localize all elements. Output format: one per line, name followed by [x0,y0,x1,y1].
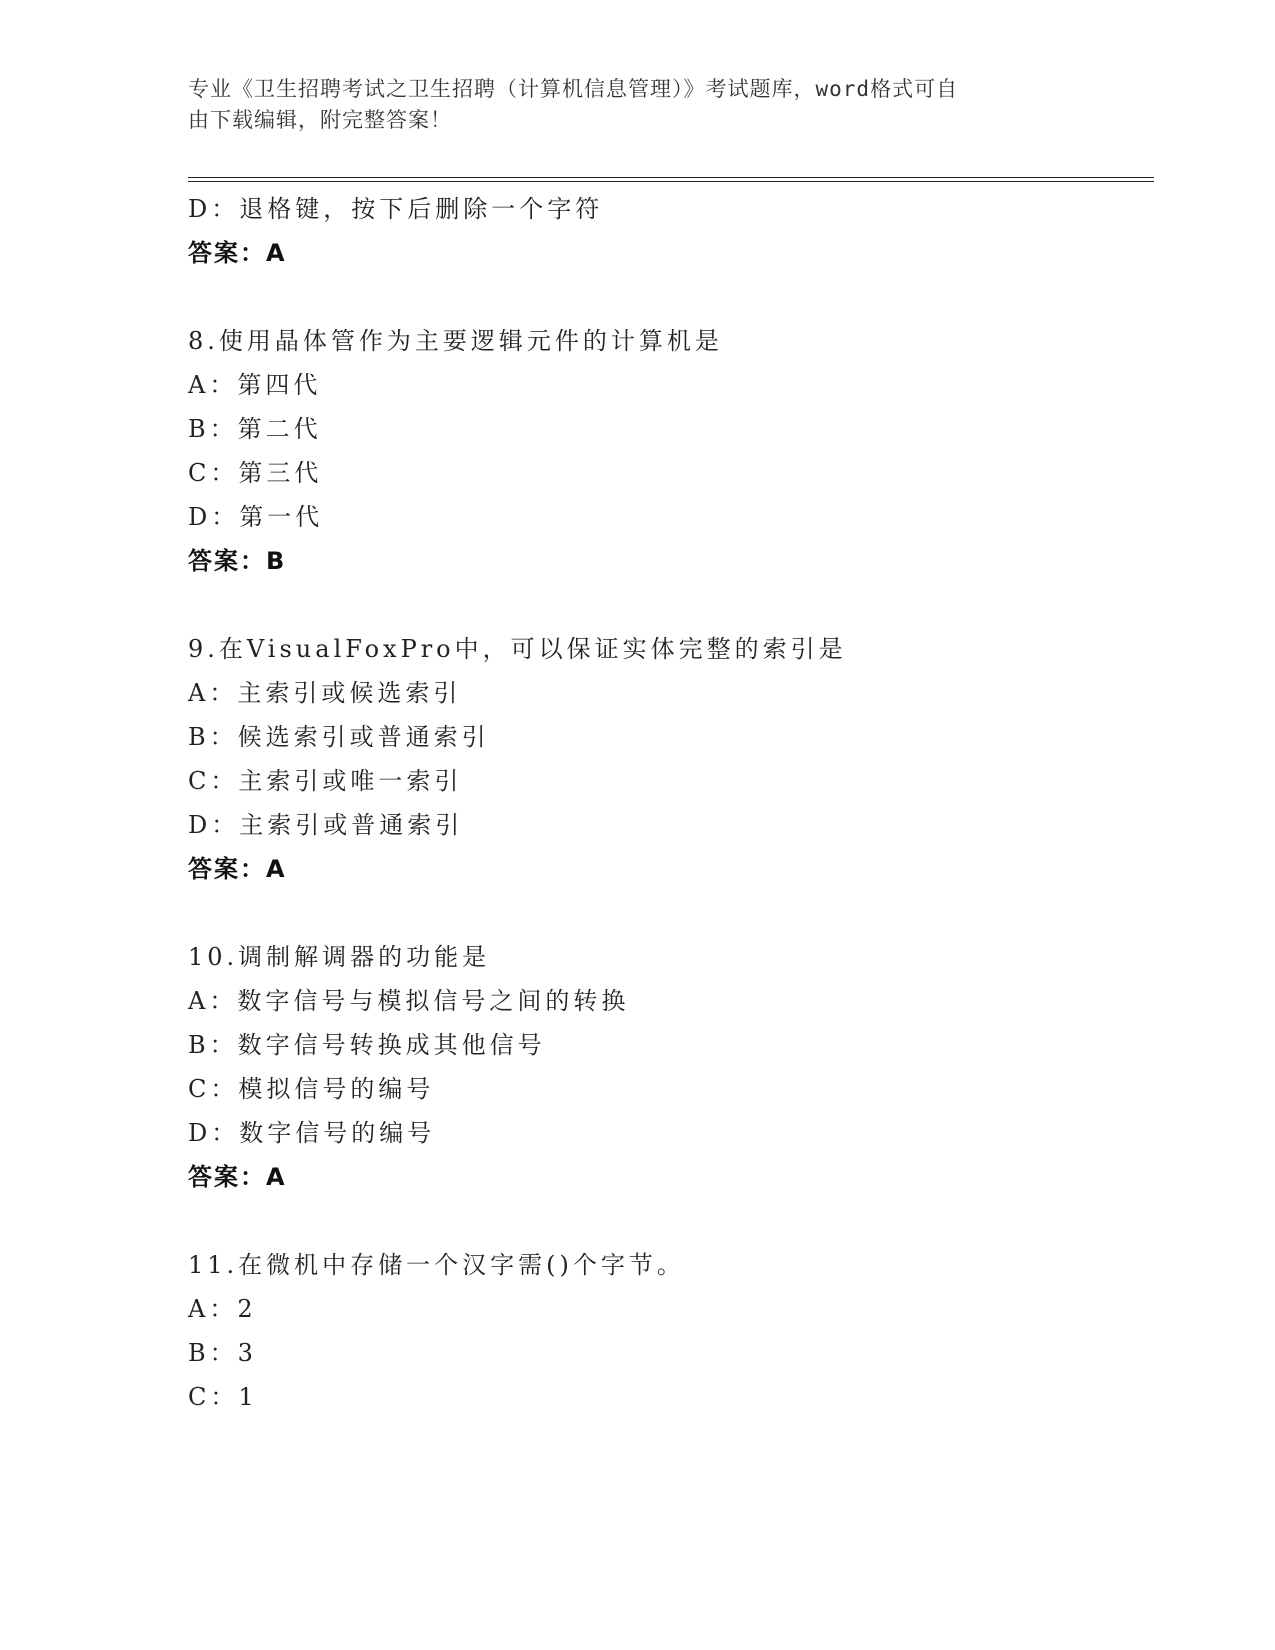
question-8-option-a: A：第四代 [188,371,322,399]
question-10-option-c: C：模拟信号的编号 [188,1075,435,1103]
question-9-option-d: D：主索引或普通索引 [188,811,464,839]
question-10-answer: 答案：A [188,1163,287,1191]
question-8-option-b: B：第二代 [188,415,322,443]
question-9-option-a: A：主索引或候选索引 [188,679,462,707]
question-11-option-a: A：2 [188,1295,257,1323]
question-9-stem: 9.在VisualFoxPro中，可以保证实体完整的索引是 [188,635,847,663]
question-8-option-d: D：第一代 [188,503,324,531]
header-divider-bottom [188,181,1154,182]
question-8-stem: 8.使用晶体管作为主要逻辑元件的计算机是 [188,327,723,355]
question-11-stem: 11.在微机中存储一个汉字需()个字节。 [188,1251,685,1279]
question-8-option-c: C：第三代 [188,459,323,487]
question-10-option-a: A：数字信号与模拟信号之间的转换 [188,987,630,1015]
question-11-option-c: C：1 [188,1383,258,1411]
question-9-option-b: B：候选索引或普通索引 [188,723,490,751]
header-line-2: 由下载编辑，附完整答案！ [188,108,452,132]
header-line-1: 专业《卫生招聘考试之卫生招聘（计算机信息管理）》考试题库，word格式可自 [188,77,959,101]
question-9-answer: 答案：A [188,855,287,883]
question-10-option-b: B：数字信号转换成其他信号 [188,1031,546,1059]
question-10-option-d: D：数字信号的编号 [188,1119,436,1147]
question-9-option-c: C：主索引或唯一索引 [188,767,463,795]
question-8-answer: 答案：B [188,547,287,575]
prev-answer: 答案：A [188,239,287,267]
header-divider-top [188,177,1154,178]
question-11-option-b: B：3 [188,1339,257,1367]
document-header [188,74,1068,136]
question-10-stem: 10.调制解调器的功能是 [188,943,491,971]
prev-option-d: D：退格键，按下后删除一个字符 [188,195,604,223]
